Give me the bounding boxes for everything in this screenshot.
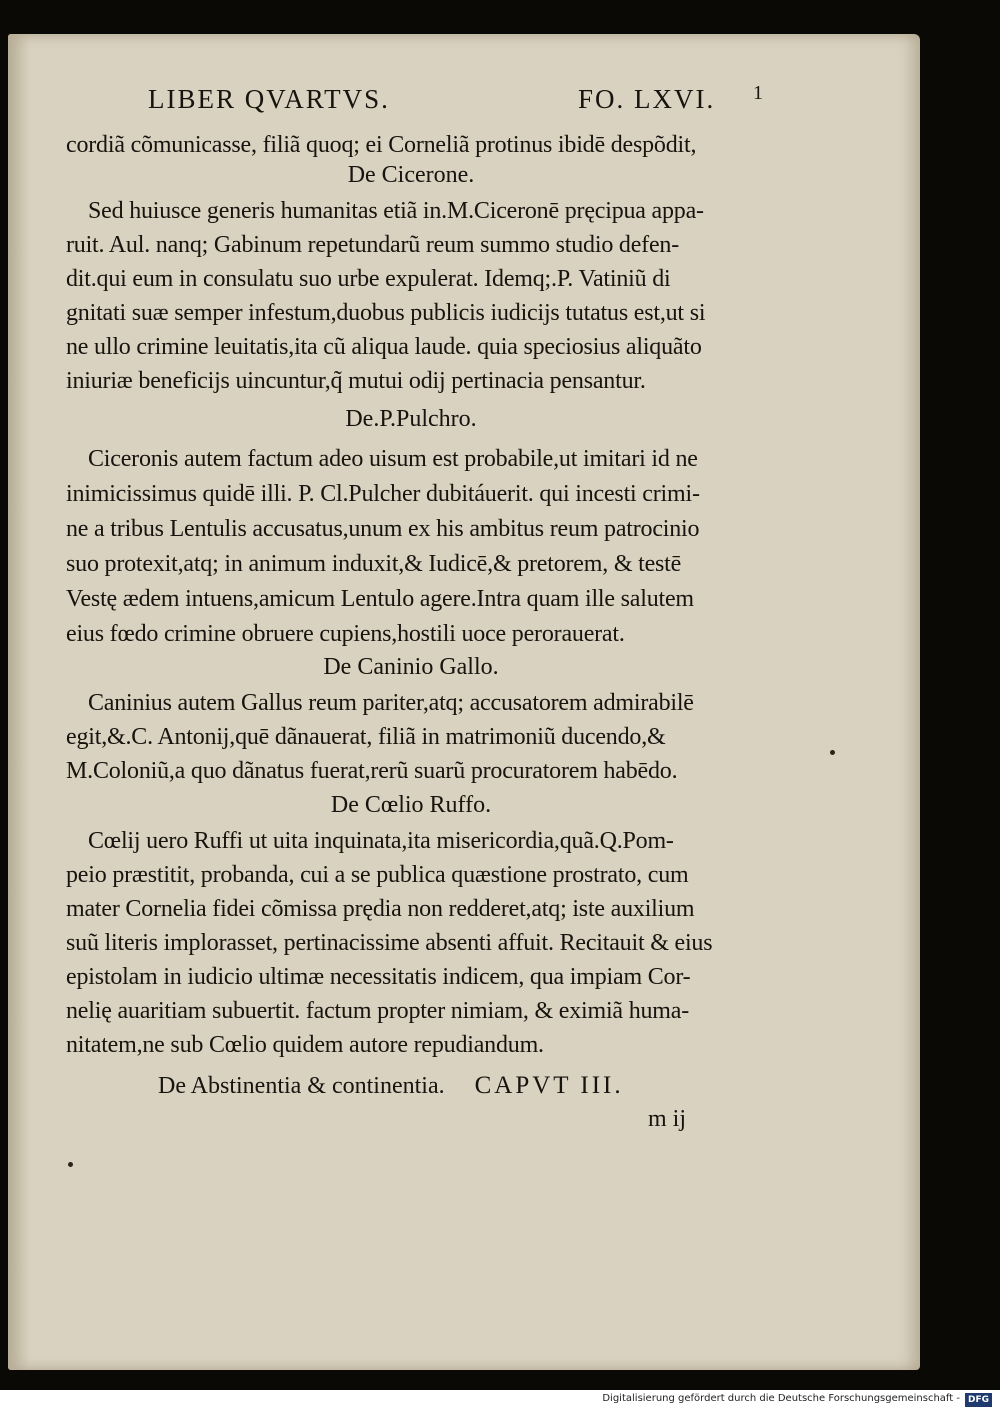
text-line: Cœlij uero Ruffi ut uita inquinata,ita misericordia,quã.Q.Pom- [88,828,674,854]
text-line: suo protexit,atq; in animum induxit,& Iudicē,& pretorem, & testē [66,551,682,577]
text-line: iniuriæ beneficijs uincuntur,q̃ mutui odij pertinacia pensantur. [66,368,646,394]
text-line: ne a tribus Lentulis accusatus,unum ex his ambitus reum patrocinio [66,516,700,542]
chapter-heading [158,1072,624,1100]
text-line: Ciceronis autem factum adeo uisum est probabile,ut imitari id ne [88,446,698,472]
chapter-title: De Abstinentia & continentia. [158,1073,445,1099]
text-line: ruit. Aul. nanq; Gabinum repetundarũ reum summo studio defen- [66,232,680,258]
ink-speck [830,750,835,755]
margin-mark: 1 [753,82,765,104]
page-text [8,34,920,1370]
text-line: nelię auaritiam subuertit. factum propter nimiam, & eximiã huma- [66,998,690,1024]
text-line: cordiã cõmunicasse, filiã quoq; ei Corneliã protinus ibidē despõdit, [66,132,697,158]
text-line: Caninius autem Gallus reum pariter,atq; accusatorem admirabilē [88,690,694,716]
text-line: epistolam in iudicio ultimæ necessitatis indicem, qua impiam Cor- [66,964,691,990]
section-heading-cicerone: De Cicerone. [347,162,475,188]
book-page [8,34,920,1370]
text-line: dit.qui eum in consulatu suo urbe expulerat. Idemq;.P. Vatiniũ di [66,266,671,292]
text-line: M.Coloniũ,a quo dãnatus fuerat,rerũ suarũ procuratorem habēdo. [66,758,678,784]
folio-number: FO. LXVI. [578,84,716,114]
text-line: nitatem,ne sub Cœlio quidem autore repudiandum. [66,1032,544,1058]
section-heading-pulchro: De.P.Pulchro. [345,406,477,432]
text-line: inimicissimus quidē illi. P. Cl.Pulcher dubitáuerit. qui incesti crimi- [66,481,700,507]
dfg-logo: DFG [965,1393,992,1407]
text-line: eius fœdo crimine obruere cupiens,hostili uoce perorauerat. [66,621,625,647]
text-line: suũ literis implorasset, pertinacissime absenti affuit. Recitauit & eius [66,930,713,956]
text-line: gnitati suæ semper infestum,duobus publicis iudicijs tutatus est,ut si [66,300,706,326]
text-line: mater Cornelia fidei cõmissa prędia non redderet,atq; iste auxilium [66,896,695,922]
text-line: Sed huiusce generis humanitas etiã in.M.Ciceronē pręcipua appa- [88,198,704,224]
footer [0,1390,1000,1411]
section-heading-caninio: De Caninio Gallo. [323,654,499,680]
text-line: ne ullo crimine leuitatis,ita cũ aliqua laude. quia speciosius aliquãto [66,334,702,360]
running-head-title: LIBER QVARTVS. [148,84,390,114]
section-heading-coelio: De Cœlio Ruffo. [330,792,492,818]
text-line: peio præstitit, probanda, cui a se publica quæstione prostrato, cum [66,862,689,888]
text-line: egit,&.C. Antonij,quē dãnauerat, filiã in matrimoniũ ducendo,& [66,724,666,750]
signature-mark: m ij [648,1106,687,1132]
ink-speck [68,1162,73,1167]
text-line: Vestę ædem intuens,amicum Lentulo agere.Intra quam ille salutem [66,586,694,612]
chapter-number: CAPVT III. [474,1072,624,1099]
funding-credit: Digitalisierung gefördert durch die Deutsche Forschungsgemeinschaft - [602,1393,960,1404]
